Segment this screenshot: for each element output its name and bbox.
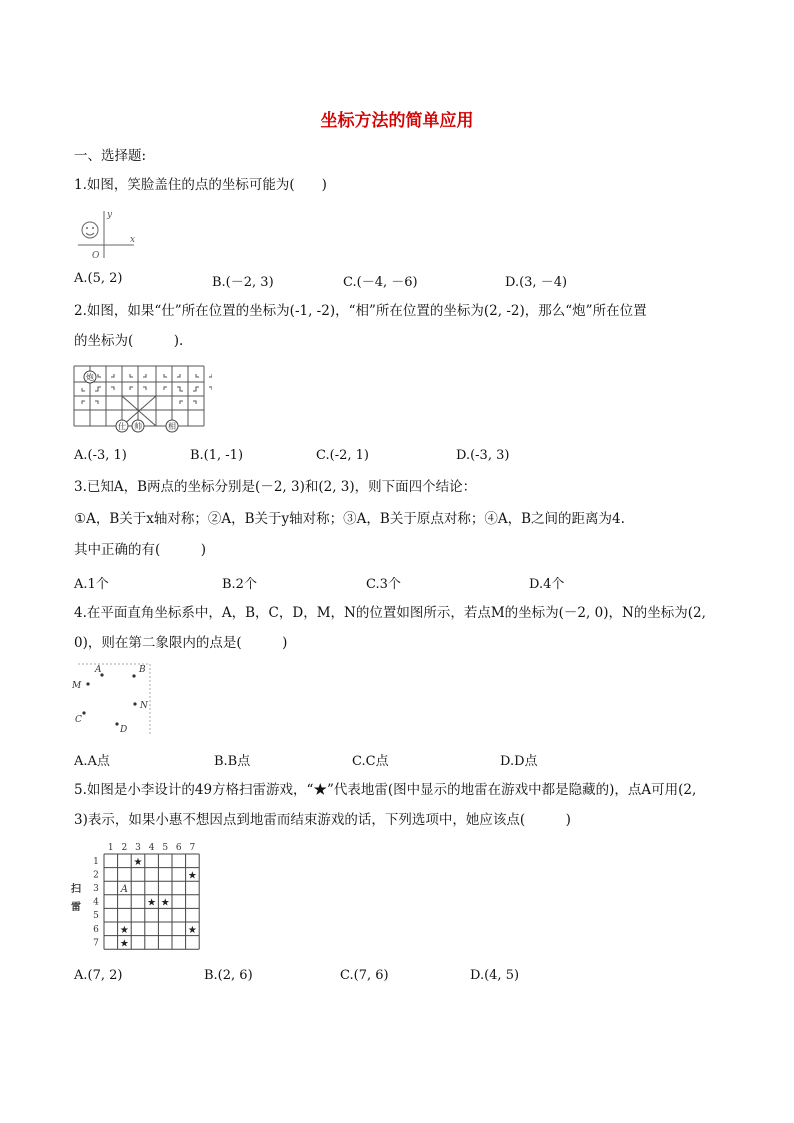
row-label-1: 1 (93, 856, 99, 867)
row-label-7: 7 (93, 938, 99, 949)
svg-text:M: M (72, 681, 82, 691)
q4-figure (70, 660, 154, 738)
svg-text:C: C (75, 715, 82, 725)
q2-stem-line1: 2.如图，如果“仕”所在位置的坐标为(-1, -2)，“相”所在位置的坐标为(2, -2)，那么“炮”所在位置 (74, 303, 647, 319)
mine-star-icon: ★ (119, 938, 129, 950)
q2-chess-board (72, 360, 212, 438)
col-label-1: 1 (107, 843, 114, 853)
mine-star-icon: ★ (187, 870, 197, 882)
q1-stem: 1.如图，笑脸盖住的点的坐标可能为( ) (74, 177, 327, 193)
svg-text:B: B (139, 665, 146, 675)
mine-star-icon: ★ (133, 856, 143, 868)
minesweeper-grid (68, 838, 200, 954)
side-label-lei: 雷 (71, 902, 81, 913)
mine-star-icon: ★ (119, 924, 129, 936)
q3-option-b: B.2个 (222, 577, 257, 592)
q4-option-a: A.A点 (74, 754, 110, 769)
q4-stem-line2: 0)，则在第二象限内的点是( ) (74, 635, 288, 651)
q1-option-a: A.(5, 2) (74, 271, 123, 286)
q4-point-c (75, 711, 86, 725)
q1-option-b: B.(－2, 3) (212, 275, 274, 290)
side-label-sao: 扫 (71, 884, 81, 895)
q3-stem: 3.已知A，B两点的坐标分别是(－2, 3)和(2, 3)，则下面四个结论： (74, 479, 477, 495)
q4-option-b: B.B点 (214, 754, 251, 769)
q1-option-c: C.(－4, －6) (343, 275, 418, 290)
q1-figure (72, 208, 144, 262)
q2-option-d: D.(-3, 3) (456, 448, 510, 463)
q4-point-a (94, 665, 104, 677)
svg-text:相: 相 (168, 422, 176, 431)
q4-point-m (71, 681, 90, 691)
q3-ask: 其中正确的有( ) (74, 542, 207, 558)
grid-point-a: A (120, 884, 129, 895)
q5-stem-line1: 5.如图是小李设计的49方格扫雷游戏，“★”代表地雷(图中显示的地雷在游戏中都是隐藏的)，点A可用(2, (74, 782, 697, 798)
row-label-2: 2 (93, 870, 99, 881)
row-label-5: 5 (93, 911, 99, 922)
mine-star-icon: ★ (160, 897, 170, 909)
q3-option-d: D.4个 (529, 577, 565, 592)
col-label-2: 2 (121, 843, 128, 853)
svg-text:仕: 仕 (118, 422, 126, 431)
q3-conclusions: ①A，B关于x轴对称；②A，B关于y轴对称；③A，B关于原点对称；④A，B之间的距离为4. (74, 511, 625, 527)
row-label-6: 6 (93, 924, 99, 935)
q5-option-b: B.(2, 6) (204, 968, 253, 983)
q3-option-a: A.1个 (74, 577, 109, 592)
q4-stem-line1: 4.在平面直角坐标系中，A，B，C，D，M，N的位置如图所示，若点M的坐标为(－2, 0)，N的坐标为(2, (74, 605, 706, 621)
col-label-3: 3 (135, 843, 141, 853)
q5-stem-line2: 3)表示，如果小惠不想因点到地雷而结束游戏的话，下列选项中，她应该点( ) (74, 812, 571, 828)
col-label-7: 7 (189, 843, 196, 853)
q1-y-label: y (107, 210, 113, 220)
svg-text:N: N (140, 701, 148, 711)
mine-star-icon: ★ (187, 924, 197, 936)
q1-option-d: D.(3, －4) (505, 275, 568, 290)
svg-text:炮: 炮 (86, 373, 94, 382)
q2-option-c: C.(-2, 1) (316, 448, 369, 463)
q4-option-c: C.C点 (352, 754, 389, 769)
row-label-4: 4 (93, 897, 99, 908)
q1-x-label: x (130, 235, 136, 245)
piece-shuai (132, 420, 144, 432)
svg-text:帅: 帅 (134, 422, 142, 431)
smiley-face-icon (82, 222, 98, 238)
piece-shi (116, 420, 128, 432)
piece-pao (84, 371, 96, 383)
q2-stem-line2: 的坐标为( ). (74, 333, 184, 349)
q4-point-d (115, 722, 127, 735)
q4-point-b (132, 665, 146, 678)
row-label-3: 3 (93, 884, 99, 894)
position-marks (82, 374, 212, 404)
col-label-6: 6 (175, 843, 182, 853)
page-title: 坐标方法的简单应用 (320, 111, 474, 131)
q4-option-d: D.D点 (500, 754, 538, 769)
q5-option-c: C.(7, 6) (340, 968, 389, 983)
q2-option-a: A.(-3, 1) (74, 448, 127, 463)
q2-option-b: B.(1, -1) (190, 448, 244, 463)
col-label-5: 5 (162, 843, 169, 853)
section-heading: 一、选择题: (74, 148, 147, 164)
q4-point-n (133, 701, 149, 711)
q3-option-c: C.3个 (366, 577, 401, 592)
svg-text:A: A (95, 665, 102, 675)
col-label-4: 4 (148, 843, 155, 853)
mine-star-icon: ★ (147, 897, 157, 909)
q5-option-a: A.(7, 2) (74, 968, 123, 983)
q1-origin-label: O (92, 251, 100, 261)
q5-option-d: D.(4, 5) (470, 968, 520, 983)
svg-text:D: D (120, 725, 128, 735)
piece-xiang (166, 420, 178, 432)
